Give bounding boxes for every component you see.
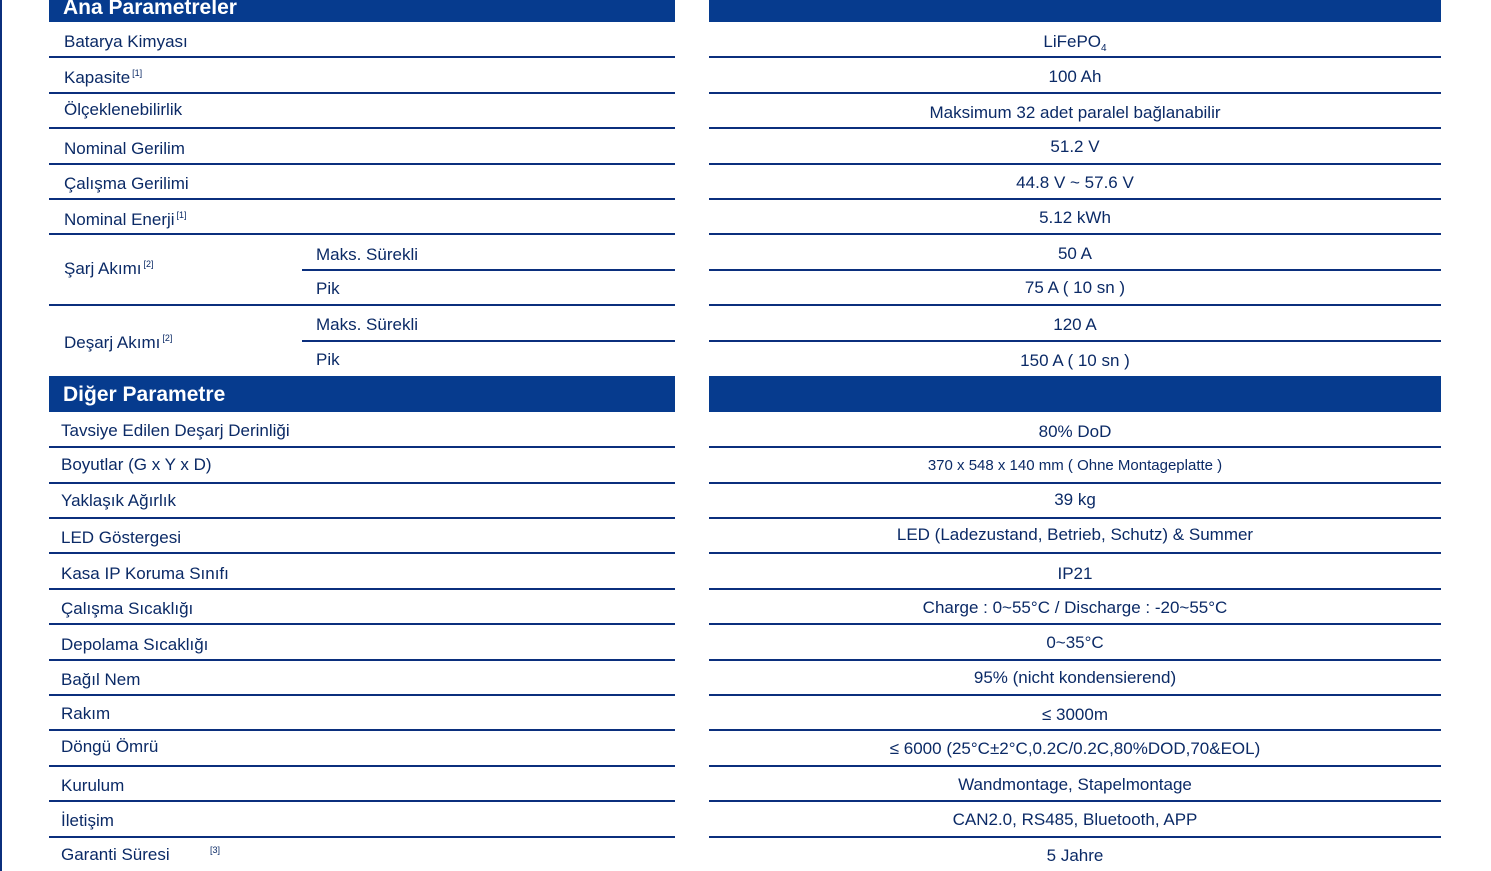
row-label-weight: Yaklaşık Ağırlık bbox=[61, 491, 176, 510]
footnote-marker: [1] bbox=[132, 68, 143, 78]
sub-label-discharge-continuous: Maks. Sürekli bbox=[316, 315, 419, 334]
row-divider bbox=[302, 269, 675, 271]
row-value-dimensions: 370 x 548 x 140 mm ( Ohne Montageplatte ) bbox=[927, 457, 1223, 474]
row-divider bbox=[709, 233, 1441, 235]
row-value-nominal-voltage: 51.2 V bbox=[1050, 137, 1100, 156]
row-value-charge-peak: 75 A ( 10 sn ) bbox=[1024, 278, 1126, 297]
label-text: Şarj Akımı bbox=[64, 259, 142, 278]
row-divider bbox=[709, 517, 1441, 519]
row-value-humidity: 95% (nicht kondensierend) bbox=[973, 668, 1177, 687]
row-divider bbox=[709, 836, 1441, 838]
row-label-operating-voltage: Çalışma Gerilimi bbox=[64, 174, 189, 193]
row-label-humidity: Bağıl Nem bbox=[61, 670, 141, 689]
row-label-altitude: Rakım bbox=[61, 704, 111, 723]
row-divider bbox=[49, 482, 675, 484]
row-value-charge-continuous: 50 A bbox=[1057, 244, 1093, 263]
row-divider bbox=[709, 92, 1441, 94]
row-label-chemistry: Batarya Kimyası bbox=[64, 32, 188, 51]
row-label-installation: Kurulum bbox=[61, 776, 125, 795]
row-divider bbox=[49, 304, 675, 306]
sub-label-charge-peak: Pik bbox=[316, 279, 340, 298]
row-value-operating-voltage: 44.8 V ~ 57.6 V bbox=[1016, 173, 1134, 192]
row-value-installation: Wandmontage, Stapelmontage bbox=[958, 775, 1192, 794]
row-divider bbox=[49, 446, 675, 448]
row-value-weight: 39 kg bbox=[1054, 490, 1096, 509]
row-divider bbox=[709, 340, 1441, 342]
row-label-capacity bbox=[64, 68, 142, 88]
row-divider bbox=[709, 800, 1441, 802]
row-divider bbox=[709, 482, 1441, 484]
row-divider bbox=[49, 765, 675, 767]
row-label-nominal-voltage: Nominal Gerilim bbox=[64, 139, 185, 158]
row-value-chemistry bbox=[709, 32, 1441, 54]
other-section-header bbox=[49, 376, 675, 412]
row-label-ip-rating: Kasa IP Koruma Sınıfı bbox=[61, 564, 229, 583]
main-section-header-right bbox=[709, 0, 1441, 22]
row-divider bbox=[49, 836, 675, 838]
row-divider bbox=[709, 623, 1441, 625]
sub-label-charge-continuous: Maks. Sürekli bbox=[316, 245, 419, 264]
row-divider bbox=[49, 552, 675, 554]
main-section-header bbox=[49, 0, 675, 22]
row-label-led: LED Göstergesi bbox=[61, 528, 181, 547]
row-divider bbox=[709, 588, 1441, 590]
row-value-nominal-energy: 5.12 kWh bbox=[1039, 208, 1111, 227]
row-value-storage-temp: 0~35°C bbox=[1046, 633, 1104, 652]
label-text: Nominal Enerji bbox=[64, 210, 175, 229]
row-value-scalability: Maksimum 32 adet paralel bağlanabilir bbox=[929, 103, 1221, 122]
row-value-capacity: 100 Ah bbox=[1048, 67, 1102, 86]
row-label-dimensions: Boyutlar (G x Y x D) bbox=[61, 455, 212, 474]
row-divider bbox=[49, 659, 675, 661]
main-section-title: Ana Parametreler bbox=[63, 0, 237, 19]
row-value-dod: 80% DoD bbox=[1038, 422, 1112, 441]
row-divider bbox=[709, 765, 1441, 767]
row-divider bbox=[49, 92, 675, 94]
row-divider bbox=[49, 588, 675, 590]
row-divider bbox=[49, 163, 675, 165]
row-label-dod: Tavsiye Edilen Deşarj Derinliği bbox=[61, 421, 290, 440]
row-label-scalability: Ölçeklenebilirlik bbox=[64, 100, 183, 119]
row-divider bbox=[709, 304, 1441, 306]
row-divider bbox=[709, 552, 1441, 554]
row-divider bbox=[709, 269, 1441, 271]
row-value-communication: CAN2.0, RS485, Bluetooth, APP bbox=[952, 810, 1198, 829]
other-section-header-right bbox=[709, 376, 1441, 412]
chemistry-formula: LiFePO bbox=[1043, 32, 1102, 51]
row-divider bbox=[709, 163, 1441, 165]
row-divider bbox=[709, 694, 1441, 696]
footnote-marker: [1] bbox=[176, 210, 187, 220]
row-value-cycle-life: ≤ 6000 (25°C±2°C,0.2C/0.2C,80%DOD,70&EOL) bbox=[889, 739, 1261, 758]
row-divider bbox=[302, 340, 675, 342]
label-text: Deşarj Akımı bbox=[64, 333, 161, 352]
row-divider bbox=[49, 233, 675, 235]
row-label-nominal-energy bbox=[64, 210, 187, 230]
row-divider bbox=[49, 517, 675, 519]
page-left-border bbox=[0, 0, 2, 871]
row-divider bbox=[709, 446, 1441, 448]
row-divider bbox=[709, 127, 1441, 129]
row-label-cycle-life: Döngü Ömrü bbox=[61, 737, 159, 756]
row-divider bbox=[49, 729, 675, 731]
other-section-title: Diğer Parametre bbox=[63, 383, 226, 406]
row-divider bbox=[49, 800, 675, 802]
row-divider bbox=[49, 623, 675, 625]
row-label-storage-temp: Depolama Sıcaklığı bbox=[61, 635, 209, 654]
row-value-ip-rating: IP21 bbox=[1057, 564, 1093, 583]
row-divider bbox=[49, 127, 675, 129]
chemistry-subscript: 4 bbox=[1101, 43, 1107, 54]
row-divider bbox=[709, 729, 1441, 731]
footnote-marker: [3] bbox=[210, 845, 221, 855]
row-value-altitude: ≤ 3000m bbox=[1041, 705, 1109, 724]
row-divider bbox=[49, 198, 675, 200]
row-divider bbox=[709, 56, 1441, 58]
row-value-discharge-continuous: 120 A bbox=[1053, 315, 1097, 334]
sub-label-discharge-peak: Pik bbox=[316, 350, 340, 369]
row-divider bbox=[709, 659, 1441, 661]
row-value-led: LED (Ladezustand, Betrieb, Schutz) & Summer bbox=[896, 525, 1254, 544]
row-value-discharge-peak: 150 A ( 10 sn ) bbox=[1020, 351, 1130, 370]
row-label-warranty: Garanti Süresi bbox=[61, 845, 170, 864]
row-label-operating-temp: Çalışma Sıcaklığı bbox=[61, 599, 194, 618]
footnote-marker: [2] bbox=[143, 259, 154, 269]
row-divider bbox=[49, 56, 675, 58]
row-value-operating-temp: Charge : 0~55°C / Discharge : -20~55°C bbox=[922, 598, 1228, 617]
row-label-communication: İletişim bbox=[61, 811, 114, 830]
footnote-marker: [2] bbox=[162, 333, 173, 343]
row-divider bbox=[709, 198, 1441, 200]
row-value-warranty: 5 Jahre bbox=[1046, 846, 1104, 865]
row-label-discharge-current bbox=[64, 333, 172, 353]
row-label-charge-current bbox=[64, 259, 153, 279]
label-text: Kapasite bbox=[64, 68, 131, 87]
row-divider bbox=[49, 694, 675, 696]
